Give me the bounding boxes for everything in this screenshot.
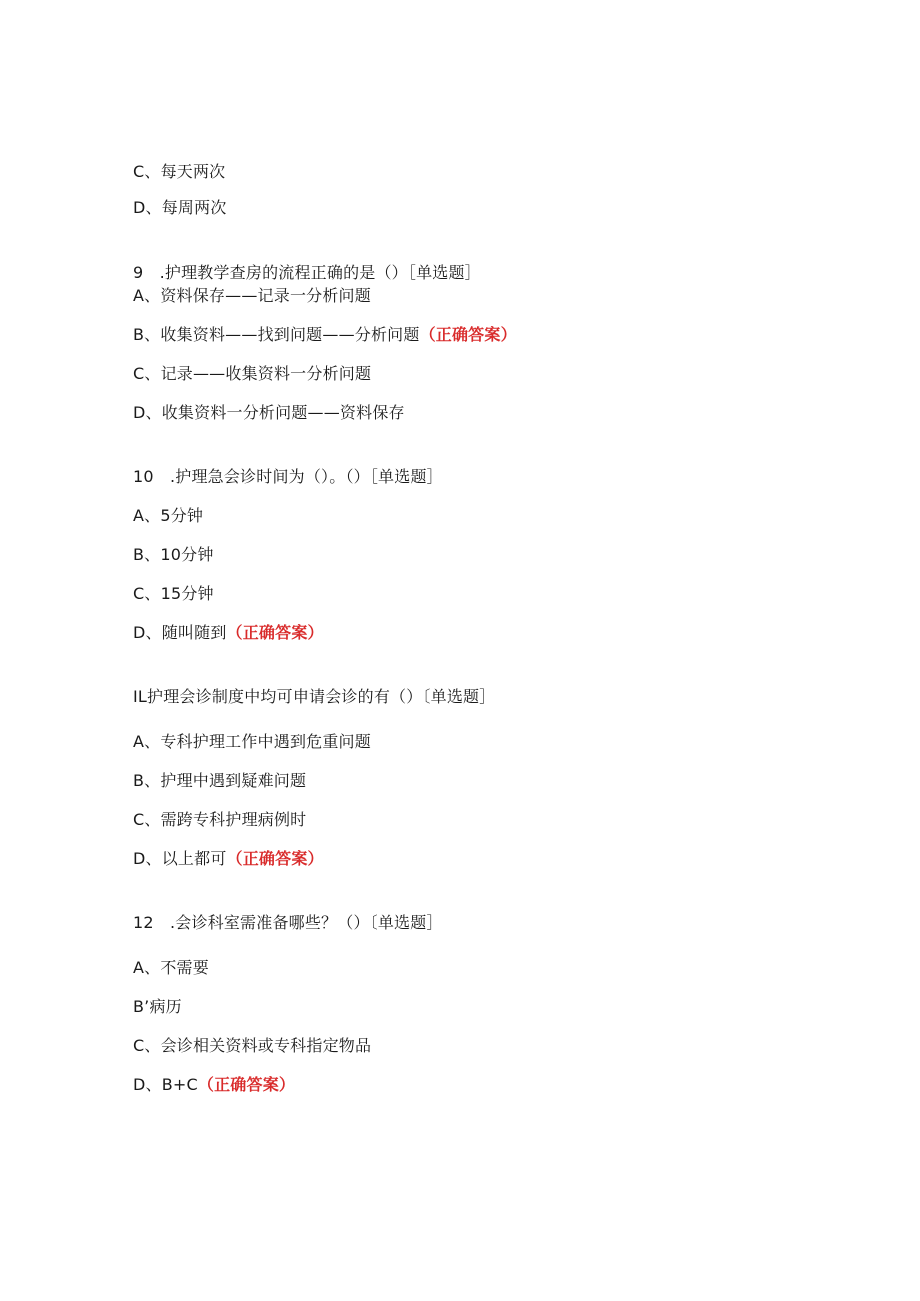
option-line: D、每周两次 <box>133 198 227 217</box>
option-line: A、不需要 <box>133 958 209 977</box>
option-line: B、收集资料——找到问题——分析问题（正确答案） <box>133 325 517 344</box>
question-title: 9 .护理教学查房的流程正确的是（）［单选题］ <box>133 263 481 282</box>
option-line: B、护理中遇到疑难问题 <box>133 771 307 790</box>
option-line: D、B+C（正确答案） <box>133 1075 296 1094</box>
question-title: 12 .会诊科室需准备哪些？（）〔单选题］ <box>133 913 443 932</box>
correct-answer-mark: （正确答案） <box>226 849 324 868</box>
option-line: C、15分钟 <box>133 584 214 603</box>
option-line: B、10分钟 <box>133 545 214 564</box>
option-line: A、资料保存——记录一分析问题 <box>133 286 371 305</box>
option-line: D、以上都可（正确答案） <box>133 849 324 868</box>
correct-answer-mark: （正确答案） <box>419 325 517 344</box>
option-line: C、需跨专科护理病例时 <box>133 810 307 829</box>
question-title: IL护理会诊制度中均可申请会诊的有（）〔单选题］ <box>133 687 496 706</box>
correct-answer-mark: （正确答案） <box>197 1075 296 1094</box>
option-line: B’病历 <box>133 997 182 1016</box>
option-line: C、记录——收集资料一分析问题 <box>133 364 372 383</box>
option-line: D、随叫随到（正确答案） <box>133 623 324 642</box>
option-line: A、5分钟 <box>133 506 204 525</box>
option-line: A、专科护理工作中遇到危重问题 <box>133 732 371 751</box>
correct-answer-mark: （正确答案） <box>226 623 324 642</box>
option-line: D、收集资料一分析问题——资料保存 <box>133 403 405 422</box>
option-line: C、会诊相关资料或专科指定物品 <box>133 1036 372 1055</box>
question-title: 10 .护理急会诊时间为（）。（）［单选题］ <box>133 467 443 486</box>
option-line: C、每天两次 <box>133 162 226 181</box>
